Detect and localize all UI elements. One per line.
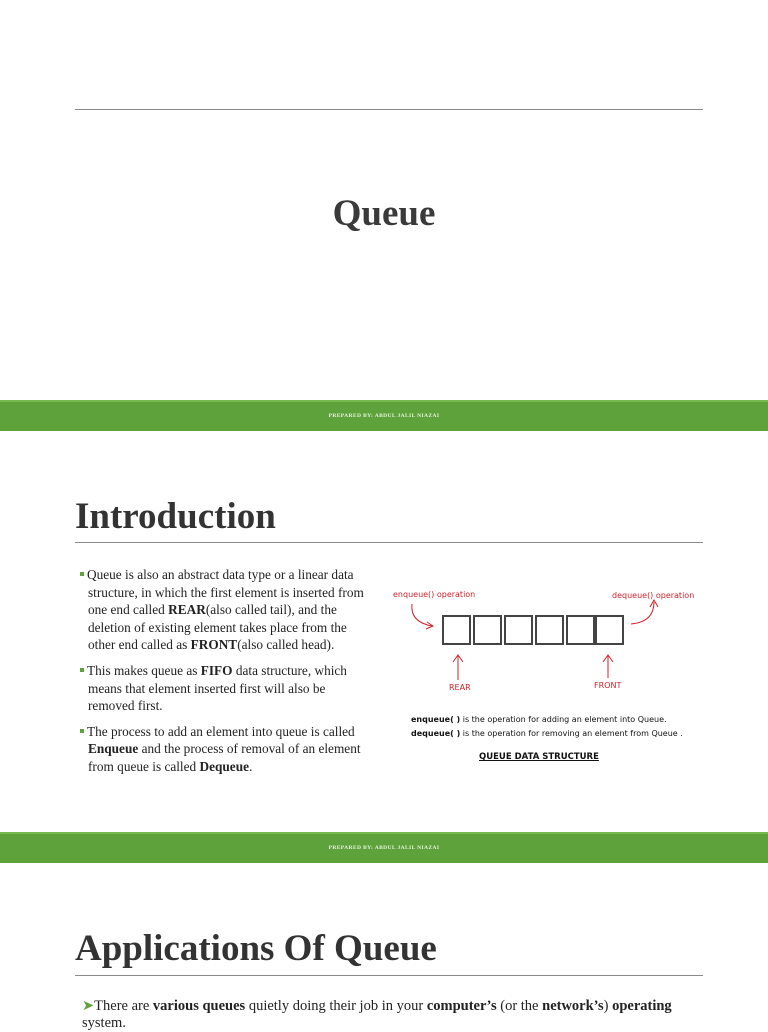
dequeue-operation-label: dequeue() operation — [612, 591, 695, 600]
bullet-square-icon — [80, 572, 84, 576]
rear-label: REAR — [449, 683, 471, 692]
bullet-square-icon — [80, 668, 84, 672]
queue-cell — [535, 615, 564, 645]
introduction-heading: Introduction — [75, 496, 276, 537]
footer-band-2 — [0, 832, 768, 863]
footer-band-1 — [0, 400, 768, 431]
queue-cell — [595, 615, 624, 645]
top-rule — [75, 109, 703, 110]
footer-text: PREPARED BY: ABDUL JALIL NIAZAI — [328, 413, 440, 419]
queue-diagram — [388, 582, 708, 777]
applications-heading: Applications Of Queue — [75, 928, 437, 969]
queue-cell — [473, 615, 502, 645]
introduction-bullets — [80, 566, 372, 784]
diagram-caption: QUEUE DATA STRUCTURE — [479, 752, 599, 762]
applications-rule — [75, 975, 703, 976]
front-label: FRONT — [594, 681, 622, 690]
bullet-square-icon — [80, 729, 84, 733]
queue-cell — [566, 615, 595, 645]
footer-text: PREPARED BY: ABDUL JALIL NIAZAI — [328, 845, 440, 851]
queue-cell — [442, 615, 471, 645]
bullet-item: The process to add an element into queue is called Enqueue and the process of removal of an element from queue is called Dequeue. — [80, 723, 372, 776]
queue-cell — [504, 615, 533, 645]
enqueue-description: enqueue( ) is the operation for adding an element into Queue. — [411, 715, 667, 724]
applications-text: ➤There are various queues quietly doing their job in your computer’s (or the network’s) operating system. — [82, 998, 672, 1031]
introduction-rule — [75, 542, 703, 543]
enqueue-operation-label: enqueue() operation — [393, 590, 476, 599]
slide-title-queue: Queue — [332, 193, 436, 234]
dequeue-description: dequeue( ) is the operation for removing an element from Queue . — [411, 729, 683, 738]
bullet-item: Queue is also an abstract data type or a linear data structure, in which the first element is inserted from one end called REAR(also called tail), and the deletion of existing element takes place from the other end called as FRONT(also called head). — [80, 566, 372, 654]
arrow-bullet-icon: ➤ — [82, 998, 95, 1014]
bullet-item: This makes queue as FIFO data structure, which means that element inserted first will also be removed first. — [80, 662, 372, 715]
